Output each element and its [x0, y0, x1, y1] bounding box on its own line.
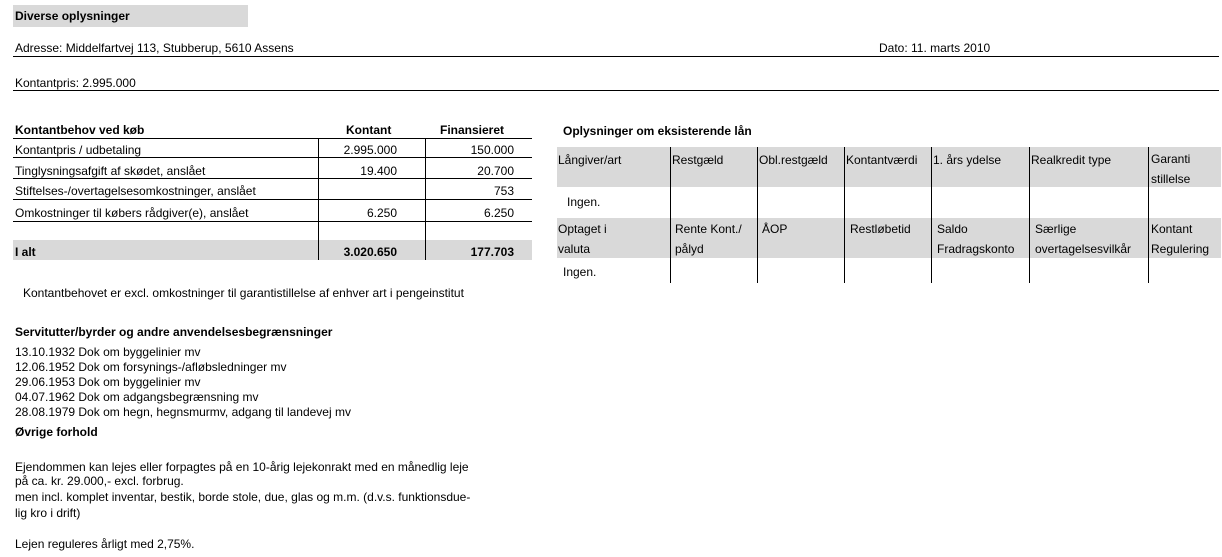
row-finansieret: 753	[493, 184, 514, 198]
col-divider	[1029, 147, 1030, 283]
row-finansieret: 150.000	[470, 143, 514, 157]
laan-header-cell: 1. års ydelse	[933, 153, 1002, 167]
laan-header-cell: Obl.restgæld	[759, 153, 828, 167]
total-finansieret: 177.703	[470, 245, 514, 259]
row-line	[13, 178, 532, 179]
address-text: Adresse: Middelfartvej 113, Stubberup, 5610 Assens	[15, 41, 294, 55]
row-label: Kontantpris / udbetaling	[15, 143, 142, 157]
kontantbehov-note: Kontantbehovet er excl. omkostninger til garantistillelse af enhver art i pengeinstitut	[23, 286, 464, 300]
divider	[13, 56, 1219, 57]
row-label: Stiftelses-/overtagelsesomkostninger, anslået	[15, 184, 256, 198]
servitut-item: 13.10.1932 Dok om byggelinier mv	[15, 345, 201, 359]
laan-cell: Ingen.	[567, 195, 601, 209]
row-line	[13, 199, 532, 200]
col-divider	[670, 147, 671, 283]
laan-header-cell: Rente Kont./ pålyd	[675, 222, 742, 256]
section-title: Diverse oplysninger	[15, 9, 130, 23]
kontantpris-text: Kontantpris: 2.995.000	[15, 76, 136, 90]
laan-header-cell: Kontantværdi	[846, 153, 918, 167]
servitut-item: 28.08.1979 Dok om hegn, hegnsmurmv, adgang til landevej mv	[15, 405, 351, 419]
servitut-item: 29.06.1953 Dok om byggelinier mv	[15, 375, 201, 389]
row-line	[13, 138, 532, 139]
col-finansieret-header: Finansieret	[440, 123, 505, 137]
row-kontant: 6.250	[366, 206, 397, 220]
col-divider	[318, 240, 319, 260]
col-divider	[757, 147, 758, 283]
divider	[13, 90, 1219, 91]
total-label: I alt	[15, 245, 36, 259]
row-label: Tinglysningsafgift af skødet, anslået	[15, 164, 206, 178]
laan-header-cell: Optaget i valuta	[558, 222, 607, 256]
col-kontant-header: Kontant	[346, 123, 392, 137]
oevrige-text: men incl. komplet inventar, bestik, borde stole, due, glas og m.m. (d.v.s. funktionsdue-	[15, 490, 471, 504]
col-divider	[1148, 147, 1149, 283]
total-kontant: 3.020.650	[343, 245, 397, 259]
laan-cell: Ingen.	[563, 265, 597, 279]
laan-header-cell: Restløbetid	[850, 222, 911, 236]
row-kontant: 2.995.000	[343, 143, 397, 157]
row-finansieret: 6.250	[483, 206, 514, 220]
oevrige-text: lig kro i drift)	[15, 506, 81, 520]
laan-header-cell: Garanti stillelse	[1151, 152, 1191, 186]
row-line	[13, 221, 532, 222]
row-label: Omkostninger til købers rådgiver(e), anslået	[15, 206, 249, 220]
servitutter-title: Servitutter/byrder og andre anvendelsesbegrænsninger	[15, 325, 333, 339]
laan-title: Oplysninger om eksisterende lån	[563, 124, 752, 138]
laan-header-cell: ÅOP	[762, 222, 788, 236]
oevrige-title: Øvrige forhold	[15, 425, 98, 439]
laan-header-cell: Restgæld	[672, 153, 724, 167]
servitut-item: 04.07.1962 Dok om adgangsbegrænsning mv	[15, 390, 259, 404]
laan-header-cell: Kontant Regulering	[1151, 222, 1210, 256]
col-divider	[931, 147, 932, 283]
date-text: Dato: 11. marts 2010	[879, 41, 991, 55]
col-divider	[425, 240, 426, 260]
laan-header-cell: Långiver/art	[558, 153, 622, 167]
row-finansieret: 20.700	[477, 164, 514, 178]
laan-header-cell: Saldo Fradragskonto	[937, 222, 1015, 256]
servitut-item: 12.06.1952 Dok om forsynings-/afløbsledninger mv	[15, 360, 287, 374]
kontantbehov-title: Kontantbehov ved køb	[15, 123, 145, 137]
oevrige-text: på ca. kr. 29.000,- excl. forbrug.	[15, 474, 184, 488]
row-line	[13, 157, 532, 158]
col-divider	[844, 147, 845, 283]
row-kontant: 19.400	[360, 164, 397, 178]
oevrige-text: Ejendommen kan lejes eller forpagtes på en 10-årig lejekonrakt med en månedlig leje	[15, 460, 469, 474]
laan-header-cell: Realkredit type	[1031, 153, 1112, 167]
oevrige-text: Lejen reguleres årligt med 2,75%.	[15, 537, 195, 551]
laan-header-cell: Særlige overtagelsesvilkår	[1035, 222, 1132, 256]
